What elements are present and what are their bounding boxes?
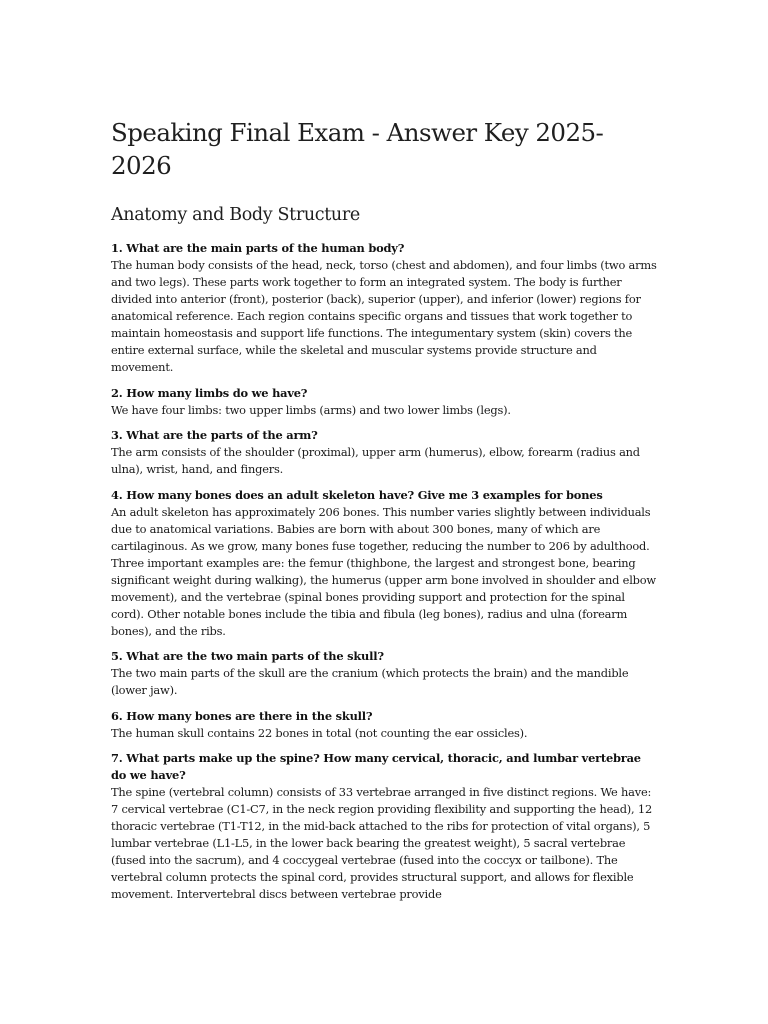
answer: The arm consists of the shoulder (proximal), upper arm (humerus), elbow, forearm (radius and ulna), wrist, hand, and fingers. (111, 445, 640, 476)
qa-item (111, 427, 657, 478)
qa-item (111, 385, 657, 419)
qa-item (111, 708, 657, 742)
answer: An adult skeleton has approximately 206 bones. This number varies slightly between individuals due to anatomical variations. Babies are born with about 300 bones, many of which are cartilaginous. As we grow, many bones fuse together, reducing the number to 206 by adulthood. Three important examples are: the femur (thighbone, the largest and strongest bone, bearing significant weight during walking), the humerus (upper arm bone involved in shoulder and elbow movement), and the vertebrae (spinal bones providing support and protection for the spinal cord). Other notable bones include the tibia and fibula (leg bones), radius and ulna (forearm bones), and the ribs. (111, 504, 656, 638)
answer: The two main parts of the skull are the cranium (which protects the brain) and the mandible (lower jaw). (111, 666, 629, 697)
question: 7. What parts make up the spine? How many cervical, thoracic, and lumbar vertebrae do we have? (111, 751, 641, 782)
qa-item (111, 487, 657, 640)
qa-item (111, 750, 657, 903)
answer: The human body consists of the head, neck, torso (chest and abdomen), and four limbs (two arms and two legs). These parts work together to form an integrated system. The body is further divided into anterior (front), posterior (back), superior (upper), and inferior (lower) regions for anatomical reference. Each region contains specific organs and tissues that work together to maintain homeostasis and support life functions. The integumentary system (skin) covers the entire external surface, while the skeletal and muscular systems provide structure and movement. (111, 258, 657, 374)
qa-item (111, 240, 657, 376)
question: 2. How many limbs do we have? (111, 385, 308, 400)
section-title: Anatomy and Body Structure (111, 205, 360, 225)
answer: The spine (vertebral column) consists of 33 vertebrae arranged in five distinct regions. We have: 7 cervical vertebrae (C1-C7, in the neck region providing flexibility and supporting the head), 12 thoracic vertebrae (T1-T12, in the mid-back attached to the ribs for protection of vital organs), 5 lumbar vertebrae (L1-L5, in the lower back bearing the greatest weight), 5 sacral vertebrae (fused into the sacrum), and 4 coccygeal vertebrae (fused into the coccyx or tailbone). The vertebral column protects the spinal cord, provides structural support, and allows for flexible movement. Intervertebral discs between vertebrae provide (111, 785, 652, 901)
question: 5. What are the two main parts of the skull? (111, 649, 384, 663)
answer: We have four limbs: two upper limbs (arms) and two lower limbs (legs). (111, 402, 511, 417)
document-page (111, 116, 657, 912)
question: 3. What are the parts of the arm? (111, 428, 318, 442)
question: 4. How many bones does an adult skeleton have? Give me 3 examples for bones (111, 487, 603, 502)
qa-item (111, 648, 657, 699)
question: 1. What are the main parts of the human body? (111, 241, 405, 255)
document-title: Speaking Final Exam - Answer Key 2025-2026 (111, 118, 604, 180)
question: 6. How many bones are there in the skull? (111, 708, 373, 723)
answer: The human skull contains 22 bones in total (not counting the ear ossicles). (111, 725, 528, 740)
